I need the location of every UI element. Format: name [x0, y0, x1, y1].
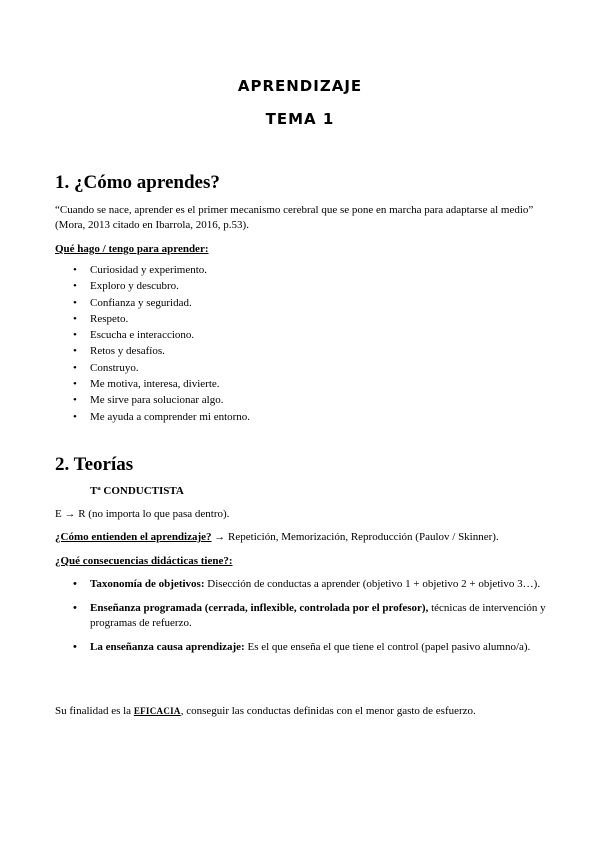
document-subtitle: TEMA 1: [265, 110, 335, 128]
consequences-question: ¿Qué consecuencias didácticas tiene?:: [55, 555, 233, 567]
section-2-heading: 2. Teorías: [55, 454, 134, 475]
list-item: • Respeto.: [90, 311, 250, 327]
list-item: [90, 640, 560, 655]
consequences-list: [55, 577, 560, 664]
final-suffix: , conseguir las conductas definidas con el menor gasto de esfuerzo.: [180, 705, 476, 717]
section-1-list-title: Qué hago / tengo para aprender:: [55, 243, 209, 255]
list-item: • Curiosidad y experimento.: [90, 262, 250, 278]
list-item: • Confianza y seguridad.: [90, 295, 250, 311]
final-prefix: Su finalidad es la: [55, 705, 134, 717]
section-2-subheading: Tª CONDUCTISTA: [90, 485, 184, 497]
document-title: APRENDIZAJE: [237, 77, 363, 95]
learning-list: [55, 262, 250, 425]
list-item: • Me sirve para solucionar algo.: [90, 392, 250, 408]
section-1-heading: 1. ¿Cómo aprendes?: [55, 172, 220, 193]
consequence-text: Disección de conductas a aprender (objetivo 1 + objetivo 2 + objetivo 3…).: [204, 578, 541, 590]
list-item: • Me ayuda a comprender mi entorno.: [90, 409, 250, 425]
list-item: • Retos y desafíos.: [90, 343, 250, 359]
list-item: • Construyo.: [90, 360, 250, 376]
stimulus-response-line: E → R (no importa lo que pasa dentro).: [55, 508, 230, 520]
learning-question-line: [55, 530, 555, 545]
consequence-term: La enseñanza causa aprendizaje:: [90, 641, 245, 653]
consequence-term: Taxonomía de objetivos:: [90, 578, 205, 590]
consequence-text: técnicas de intervención y programas de refuerzo.: [90, 602, 546, 629]
consequence-term: Enseñanza programada (cerrada, inflexible, controlada por el profesor),: [90, 602, 429, 614]
list-item: [90, 601, 560, 631]
final-statement: [55, 704, 555, 719]
section-1-quote: “Cuando se nace, aprender es el primer mecanismo cerebral que se pone en marcha para adaptarse al medio” (Mora, 2013 citado en Ibarrola, 2016, p.53).: [55, 204, 534, 231]
learning-answer: → Repetición, Memorización, Reproducción (Paulov / Skinner).: [211, 531, 499, 543]
consequence-text: Es el que enseña el que tiene el control (papel pasivo alumno/a).: [244, 641, 531, 653]
eficacia-keyword: EFICACIA: [133, 706, 181, 716]
list-item: • Escucha e interacciono.: [90, 327, 250, 343]
list-item: [90, 577, 560, 592]
list-item: • Exploro y descubro.: [90, 278, 250, 294]
list-item: • Me motiva, interesa, divierte.: [90, 376, 250, 392]
learning-question: ¿Cómo entienden el aprendizaje?: [55, 531, 212, 543]
